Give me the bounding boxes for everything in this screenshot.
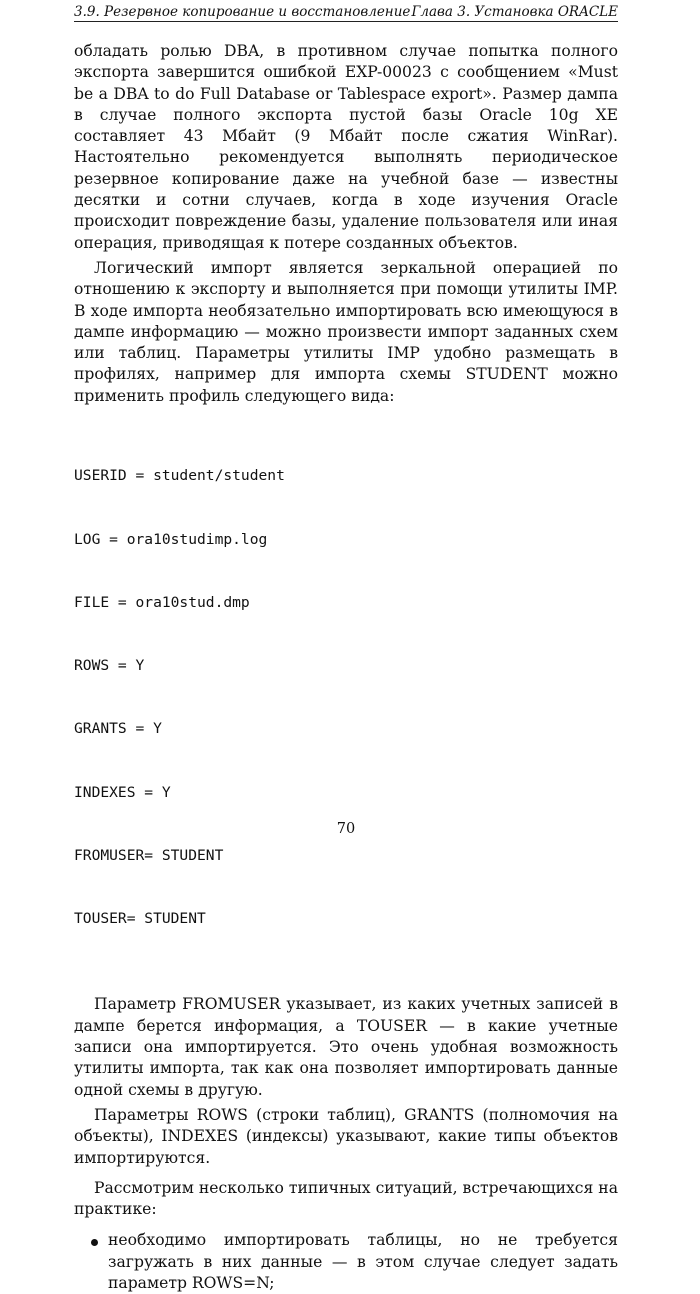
code-line: ROWS = Y [74, 657, 145, 675]
bullet-icon [91, 1239, 98, 1246]
bullet-list [74, 1230, 618, 1294]
code-line: FROMUSER= STUDENT [74, 846, 224, 864]
code-line: LOG = ora10studimp.log [74, 530, 268, 548]
code-line: FILE = ora10stud.dmp [74, 593, 250, 611]
paragraph-fromuser: Параметр FROMUSER указывает, из каких учетных записей в дампе берется информация, а TOUSER — в какие учетные записи она импортируется. Это очень удобная возможность утилиты импорта, так как она позволяет импортировать данные одной схемы в другую. [74, 995, 618, 1099]
body-text [74, 41, 618, 1294]
running-header [74, 3, 618, 21]
code-line: USERID = student/student [74, 467, 285, 485]
paragraph-continuation: обладать ролью DBA, в противном случае попытка полного экспорта завершится ошибкой EXP-00023 с сообщением «Must be a DBA to do Full Database or Tablespace export». Размер дампа в случае полного экспорта пустой базы Oracle 10g XE составляет 43 Мбайт (9 Мбайт после сжатия WinRar). Настоятельно рекомендуется выполнять периодическое резервное копирование даже на учебной базе — известны десятки и сотни случаев, когда в ходе изучения Oracle происходит повреждение базы, удаление пользователя или иная операция, приводящая к потере созданных объектов. [74, 42, 618, 252]
header-rule [74, 21, 618, 22]
code-block-imp-profile [74, 423, 618, 971]
code-line: TOUSER= STUDENT [74, 910, 206, 928]
list-item-text: необходимо импортировать таблицы, но не требуется загружать в них данные — в этом случае следует задать параметр ROWS=N; [108, 1231, 618, 1293]
header-section-title: 3.9. Резервное копирование и восстановление [74, 4, 411, 20]
list-item [74, 1230, 618, 1294]
page-number: 70 [336, 821, 356, 837]
paragraph-logical-import: Логический импорт является зеркальной операцией по отношению к экспорту и выполняется при помощи утилиты IMP. В ходе импорта необязательно импортировать всю имеющуюся в дампе информацию — можно произвести импорт заданных схем или таблиц. Параметры утилиты IMP удобно размещать в профилях, например для импорта схемы STUDENT можно применить профиль следующего вида: [74, 258, 618, 405]
code-line: GRANTS = Y [74, 720, 162, 738]
code-line: INDEXES = Y [74, 783, 171, 801]
paragraph-parameters: Параметры ROWS (строки таблиц), GRANTS (полномочия на объекты), INDEXES (индексы) указывают, какие типы объектов импортируются. [74, 1105, 618, 1167]
header-chapter-title: Глава 3. Установка ORACLE [411, 4, 618, 20]
paragraph-situations: Рассмотрим несколько типичных ситуаций, встречающихся на практике: [74, 1178, 618, 1219]
